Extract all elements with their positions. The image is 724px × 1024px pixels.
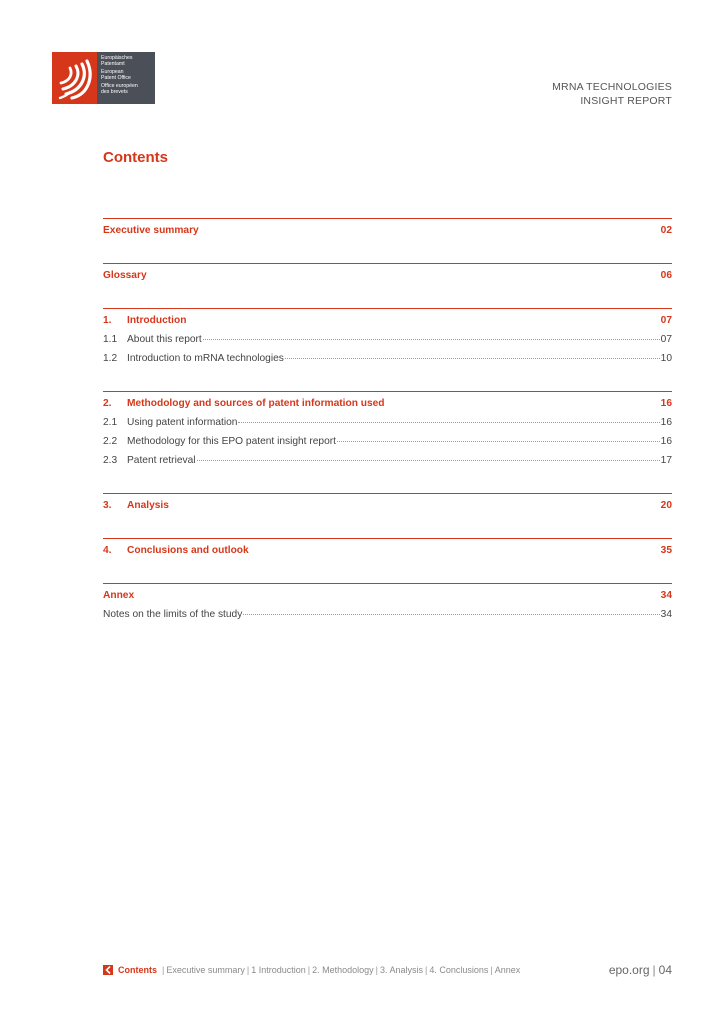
toc-page: 07	[660, 315, 672, 326]
toc-section	[103, 263, 672, 289]
toc-number: 1.1	[103, 334, 118, 345]
site-url[interactable]: epo.org	[608, 963, 650, 977]
toc-section	[103, 391, 672, 474]
toc-number: 4.	[103, 545, 112, 556]
toc-leader	[337, 441, 660, 442]
toc-section	[103, 308, 672, 372]
toc-page: 16	[660, 436, 672, 447]
toc-page: 16	[660, 417, 672, 428]
toc-leader	[203, 339, 660, 340]
report-title-line1: MRNA TECHNOLOGIES	[552, 81, 672, 93]
toc-number: 1.	[103, 315, 112, 326]
footer-separator: |	[162, 965, 165, 975]
toc-title: Introduction to mRNA technologies	[127, 353, 284, 364]
footer-separator: |	[375, 965, 378, 975]
toc-page: 06	[660, 270, 672, 281]
logo-text-fr	[101, 83, 155, 95]
epo-logo	[52, 52, 155, 104]
footer-link[interactable]: 4. Conclusions	[429, 965, 489, 975]
page-info	[609, 963, 672, 977]
toc-page: 34	[660, 609, 672, 620]
logo-text-en-line: European	[101, 69, 124, 75]
toc-title: Methodology for this EPO patent insight report	[127, 436, 336, 447]
toc-title: Using patent information	[127, 417, 238, 428]
footer-current-link[interactable]: Contents	[118, 965, 157, 975]
toc-leader	[243, 614, 659, 615]
page-title: Contents	[103, 149, 168, 166]
report-title	[552, 80, 672, 108]
toc-number: 2.	[103, 398, 112, 409]
toc-title: About this report	[127, 334, 202, 345]
toc-entry[interactable]	[103, 609, 672, 628]
toc-leader	[285, 358, 660, 359]
toc-title: Notes on the limits of the study	[103, 609, 243, 620]
footer-nav	[103, 962, 672, 978]
logo-text-en	[101, 69, 155, 81]
toc-section-heading[interactable]	[103, 545, 672, 564]
toc-section-heading[interactable]	[103, 315, 672, 334]
toc-page: 07	[660, 334, 672, 345]
toc-entry[interactable]	[103, 334, 672, 353]
logo-text-fr-line: Office européen	[101, 83, 138, 89]
toc-title: Analysis	[127, 500, 169, 511]
toc-page: 10	[660, 353, 672, 364]
toc-page: 16	[660, 398, 672, 409]
toc-section-heading[interactable]	[103, 398, 672, 417]
toc-leader	[197, 460, 660, 461]
footer-links	[160, 965, 520, 975]
epo-logo-text	[97, 52, 155, 104]
toc-section-heading[interactable]	[103, 500, 672, 519]
toc-number: 2.2	[103, 436, 118, 447]
report-title-line2: INSIGHT REPORT	[580, 95, 672, 107]
toc-number: 1.2	[103, 353, 118, 364]
toc-title: Annex	[103, 590, 135, 601]
toc-page: 17	[660, 455, 672, 466]
toc-title: Introduction	[127, 315, 187, 326]
toc-page: 34	[660, 590, 672, 601]
toc-entry[interactable]	[103, 455, 672, 474]
toc-leader	[238, 422, 659, 423]
footer-link[interactable]: Annex	[494, 965, 521, 975]
toc-section-heading[interactable]	[103, 270, 672, 289]
toc-title: Conclusions and outlook	[127, 545, 249, 556]
logo-text-de	[101, 55, 155, 67]
logo-text-fr-line: des brevets	[101, 89, 128, 95]
epo-logo-mark	[52, 52, 97, 104]
toc-entry[interactable]	[103, 436, 672, 455]
chevron-left-icon[interactable]	[103, 965, 113, 975]
logo-text-de-line: Patentamt	[101, 61, 125, 67]
toc-entry[interactable]	[103, 417, 672, 436]
toc-section	[103, 538, 672, 564]
logo-text-de-line: Europäisches	[101, 55, 133, 61]
footer-separator: |	[490, 965, 493, 975]
toc-title: Glossary	[103, 270, 147, 281]
footer-separator: |	[307, 965, 311, 975]
toc-section-heading[interactable]	[103, 590, 672, 609]
toc-page: 20	[660, 500, 672, 511]
footer-link[interactable]: 2. Methodology	[312, 965, 374, 975]
toc-section	[103, 218, 672, 244]
footer-separator: |	[425, 965, 428, 975]
table-of-contents	[103, 218, 672, 647]
toc-title: Methodology and sources of patent information used	[127, 398, 385, 409]
toc-number: 2.3	[103, 455, 118, 466]
page-number: 04	[658, 963, 672, 977]
toc-page: 35	[660, 545, 672, 556]
toc-section	[103, 583, 672, 628]
footer-separator: |	[246, 965, 250, 975]
footer-link[interactable]: Executive summary	[166, 965, 245, 975]
logo-text-en-line: Patent Office	[101, 75, 131, 81]
footer-link[interactable]: 1 Introduction	[251, 965, 306, 975]
toc-title: Executive summary	[103, 225, 199, 236]
toc-page: 02	[660, 225, 672, 236]
toc-section	[103, 493, 672, 519]
toc-entry[interactable]	[103, 353, 672, 372]
toc-number: 2.1	[103, 417, 118, 428]
footer-link[interactable]: 3. Analysis	[380, 965, 424, 975]
toc-number: 3.	[103, 500, 112, 511]
toc-title: Patent retrieval	[127, 455, 196, 466]
toc-section-heading[interactable]	[103, 225, 672, 244]
page-separator: |	[652, 963, 656, 977]
